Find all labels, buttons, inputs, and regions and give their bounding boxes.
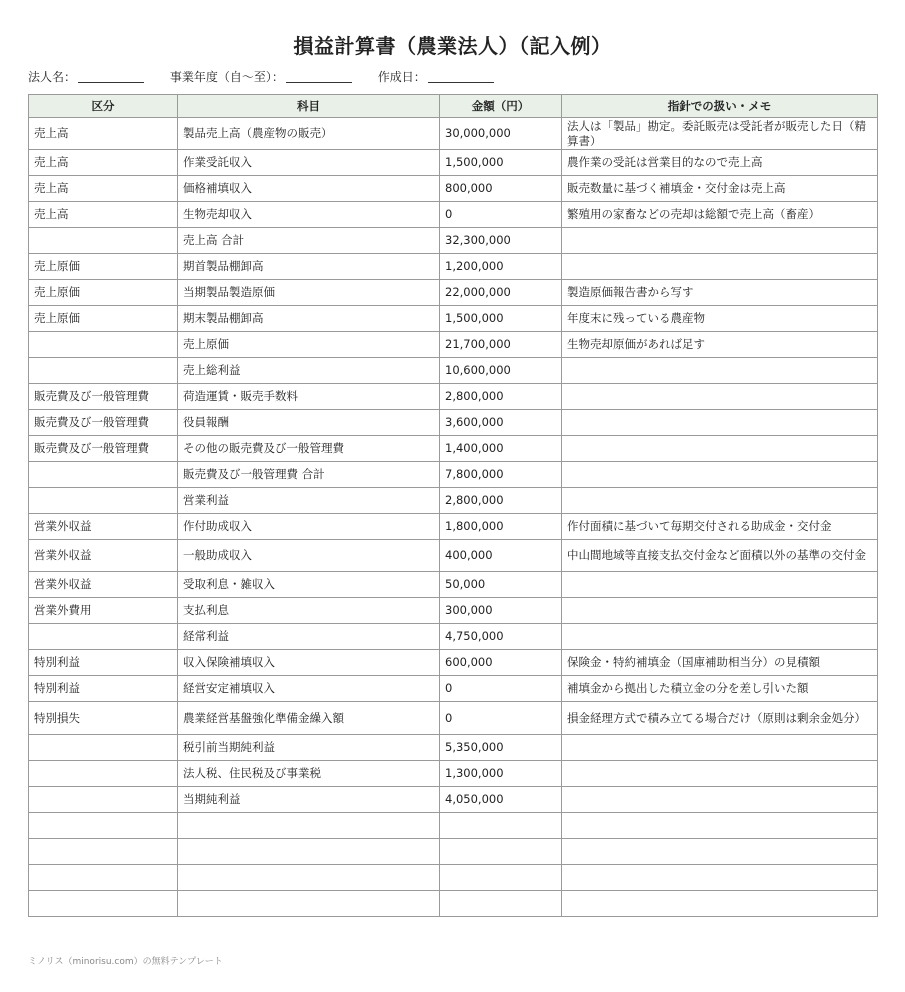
created-date-blank[interactable] [428,70,494,83]
category-cell: 営業外収益 [29,572,178,598]
amount-cell: 2,800,000 [440,384,562,410]
amount-cell: 0 [440,676,562,702]
table-row [29,787,878,813]
amount-cell: 1,300,000 [440,761,562,787]
note-cell [562,624,878,650]
amount-cell: 50,000 [440,572,562,598]
account-cell: 営業利益 [178,488,440,514]
table-row [29,176,878,202]
column-header-amount: 金額（円） [440,95,562,118]
amount-cell [440,839,562,865]
category-cell: 売上高 [29,176,178,202]
account-cell: 荷造運賃・販売手数料 [178,384,440,410]
note-cell [562,813,878,839]
account-cell: 収入保険補填収入 [178,650,440,676]
amount-cell: 400,000 [440,540,562,572]
table-row [29,332,878,358]
company-name-blank[interactable] [78,70,144,83]
amount-cell [440,865,562,891]
column-header-category: 区分 [29,95,178,118]
amount-cell: 1,400,000 [440,436,562,462]
table-row [29,702,878,735]
category-cell: 売上原価 [29,306,178,332]
amount-cell: 1,800,000 [440,514,562,540]
company-name-label: 法人名： [28,70,77,84]
table-row [29,436,878,462]
account-cell [178,813,440,839]
account-cell: 生物売却収入 [178,202,440,228]
account-cell: 作付助成収入 [178,514,440,540]
amount-cell: 21,700,000 [440,332,562,358]
income-statement-table [28,94,878,917]
category-cell [29,865,178,891]
category-cell: 売上原価 [29,280,178,306]
amount-cell: 1,200,000 [440,254,562,280]
column-header-note: 指針での扱い・メモ [562,95,878,118]
note-cell [562,572,878,598]
note-cell [562,254,878,280]
table-row [29,118,878,150]
note-cell [562,410,878,436]
note-cell [562,839,878,865]
note-cell: 補填金から拠出した積立金の分を差し引いた額 [562,676,878,702]
table-row [29,572,878,598]
category-cell: 営業外費用 [29,598,178,624]
category-cell [29,839,178,865]
table-row [29,462,878,488]
note-cell: 中山間地域等直接支払交付金など面積以外の基準の交付金 [562,540,878,572]
category-cell [29,891,178,917]
category-cell [29,761,178,787]
account-cell: 販売費及び一般管理費 合計 [178,462,440,488]
note-cell [562,598,878,624]
note-cell [562,761,878,787]
account-cell: 売上高 合計 [178,228,440,254]
table-row [29,228,878,254]
account-cell: 経常利益 [178,624,440,650]
category-cell [29,735,178,761]
note-cell: 作付面積に基づいて毎期交付される助成金・交付金 [562,514,878,540]
table-row [29,254,878,280]
category-cell [29,488,178,514]
amount-cell: 22,000,000 [440,280,562,306]
note-cell: 保険金・特約補填金（国庫補助相当分）の見積額 [562,650,878,676]
category-cell: 営業外収益 [29,540,178,572]
amount-cell: 1,500,000 [440,150,562,176]
category-cell: 特別利益 [29,676,178,702]
amount-cell: 1,500,000 [440,306,562,332]
table-row [29,813,878,839]
category-cell: 販売費及び一般管理費 [29,436,178,462]
note-cell [562,787,878,813]
category-cell [29,228,178,254]
category-cell: 売上高 [29,118,178,150]
note-cell [562,735,878,761]
account-cell: 期首製品棚卸高 [178,254,440,280]
table-row [29,358,878,384]
account-cell: 作業受託収入 [178,150,440,176]
category-cell: 特別損失 [29,702,178,735]
amount-cell: 5,350,000 [440,735,562,761]
account-cell: 売上総利益 [178,358,440,384]
account-cell [178,839,440,865]
amount-cell [440,813,562,839]
account-cell: 経営安定補填収入 [178,676,440,702]
note-cell: 販売数量に基づく補填金・交付金は売上高 [562,176,878,202]
table-row [29,202,878,228]
amount-cell: 2,800,000 [440,488,562,514]
fiscal-period-label: 事業年度（自〜至）： [169,70,284,84]
note-cell [562,384,878,410]
table-row [29,676,878,702]
note-cell [562,865,878,891]
amount-cell: 3,600,000 [440,410,562,436]
header-fields [28,68,516,85]
account-cell: 価格補填収入 [178,176,440,202]
account-cell: 一般助成収入 [178,540,440,572]
account-cell: 当期製品製造原価 [178,280,440,306]
table-row [29,865,878,891]
table-row [29,891,878,917]
note-cell [562,488,878,514]
category-cell: 販売費及び一般管理費 [29,410,178,436]
note-cell [562,891,878,917]
category-cell [29,332,178,358]
page-title: 損益計算書（農業法人）（記入例） [293,34,612,58]
table-row [29,384,878,410]
table-row [29,150,878,176]
fiscal-period-blank[interactable] [286,70,352,83]
fiscal-period-field [170,68,352,85]
amount-cell: 32,300,000 [440,228,562,254]
category-cell: 営業外収益 [29,514,178,540]
account-cell: 売上原価 [178,332,440,358]
category-cell: 売上高 [29,202,178,228]
category-cell [29,358,178,384]
amount-cell: 600,000 [440,650,562,676]
table-row [29,735,878,761]
table-row [29,488,878,514]
account-cell: 受取利息・雑収入 [178,572,440,598]
account-cell: 役員報酬 [178,410,440,436]
account-cell [178,865,440,891]
note-cell: 繁殖用の家畜などの売却は総額で売上高（畜産） [562,202,878,228]
account-cell [178,891,440,917]
note-cell: 生物売却原価があれば足す [562,332,878,358]
column-header-account: 科目 [178,95,440,118]
category-cell [29,787,178,813]
note-cell: 損金経理方式で積み立てる場合だけ（原則は剰余金処分） [562,702,878,735]
category-cell: 販売費及び一般管理費 [29,384,178,410]
account-cell: 支払利息 [178,598,440,624]
account-cell: 税引前当期純利益 [178,735,440,761]
category-cell [29,462,178,488]
table-row [29,514,878,540]
footer-credit: ミノリス（minorisu.com）の無料テンプレート [28,957,223,967]
table-row [29,306,878,332]
amount-cell: 30,000,000 [440,118,562,150]
note-cell: 法人は「製品」勘定。委託販売は受託者が販売した日（精算書） [562,118,878,150]
table-row [29,624,878,650]
table-row [29,280,878,306]
account-cell: 法人税、住民税及び事業税 [178,761,440,787]
company-name-field [28,68,144,85]
amount-cell: 7,800,000 [440,462,562,488]
category-cell: 特別利益 [29,650,178,676]
table-row [29,598,878,624]
created-date-field [378,68,494,85]
table-row [29,540,878,572]
table-row [29,410,878,436]
amount-cell: 4,050,000 [440,787,562,813]
account-cell: 製品売上高（農産物の販売） [178,118,440,150]
table-row [29,650,878,676]
note-cell: 年度末に残っている農産物 [562,306,878,332]
amount-cell: 0 [440,702,562,735]
category-cell: 売上原価 [29,254,178,280]
amount-cell: 10,600,000 [440,358,562,384]
amount-cell: 4,750,000 [440,624,562,650]
amount-cell [440,891,562,917]
category-cell: 売上高 [29,150,178,176]
category-cell [29,813,178,839]
created-date-label: 作成日： [377,70,426,84]
account-cell: その他の販売費及び一般管理費 [178,436,440,462]
note-cell [562,358,878,384]
table-row [29,839,878,865]
account-cell: 農業経営基盤強化準備金繰入額 [178,702,440,735]
account-cell: 期末製品棚卸高 [178,306,440,332]
note-cell [562,462,878,488]
note-cell: 製造原価報告書から写す [562,280,878,306]
amount-cell: 300,000 [440,598,562,624]
table-row [29,761,878,787]
amount-cell: 0 [440,202,562,228]
amount-cell: 800,000 [440,176,562,202]
table-header-row [29,95,878,118]
account-cell: 当期純利益 [178,787,440,813]
note-cell [562,436,878,462]
category-cell [29,624,178,650]
note-cell: 農作業の受託は営業目的なので売上高 [562,150,878,176]
note-cell [562,228,878,254]
